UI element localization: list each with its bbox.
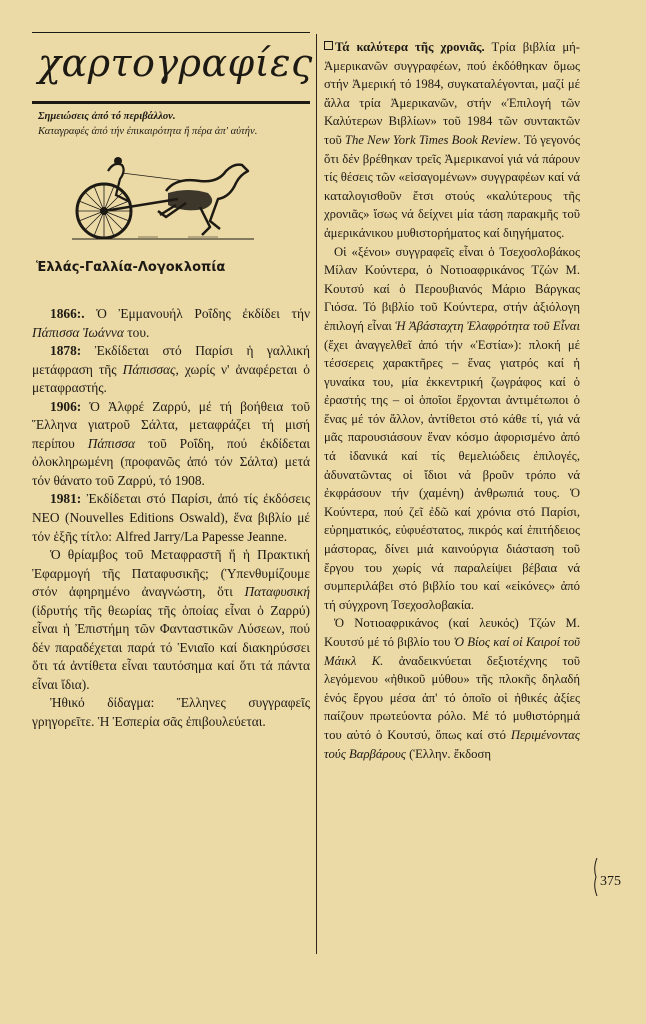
left-article — [32, 305, 310, 732]
right-column — [324, 38, 580, 763]
page-number-bracket — [593, 858, 598, 896]
masthead — [32, 32, 313, 104]
chronology-entry: 1878: Ἐκδίδεται στό Παρίσι ἡ γαλλική μετάφραση τῆς Πάπισσας, χωρίς ν' ἀναφέρεται ὁ μεταφραστής. — [32, 343, 310, 396]
column-divider — [316, 34, 317, 954]
best-of-year-paragraph: Τά καλύτερα τῆς χρονιᾶς. Τρία βιβλία μή-Ἀμερικανῶν συγγραφέων, πού ἐκδόθηκαν ὅμως στήν Ἀμερική τό 1984, συγκαταλέγονται, μαζί μέ ἄλλα τρία Ἀμερικανῶν, στήν «Ἐπιλογή τῶν Καλύτερων Βιβλίων» τοῦ 1984 τῶν συντακτῶν τοῦ The New York Times Book Review. Τό γεγονός ὅτι δέν βρέθηκαν τρεῖς Ἀμερικανοί γιά νά πάρουν τίς θέσεις τῶν «εἰσαγομένων» συγγραφέων καί νά καταλογισθοῦν ἔτσι στούς «καλύτερους τῆς χρονιᾶς» ἴσως νά δείχνει μία τάση παρακμῆς τοῦ ἀμερικάνικου μυθιστορήματος καί διηγήματος. — [324, 40, 580, 240]
triumph-paragraph: Ὁ θρίαμβος τοῦ Μεταφραστῆ ἤ ἡ Πρακτική Ἐφαρμογή τῆς Παταφυσικῆς; (Ὑπενθυμίζουμε στόν ἀφηρημένο ἀναγνώστη, ὅτι Παταφυσική (ἰδρυτής τῆς θεωρίας τῆς ὁποίας εἶναι ὁ Ζαρρύ) εἶναι ἡ Ἐπιστήμη τῶν Φανταστικῶν Λύσεων, πού δέν παραδέχεται παρά τό Ἑνιαῖο καί διακηρύσσει ὅτι τά ἀντίθετα εἶναι ταυτόσημα καί ὅτι τά πάντα εἶναι ἴδια). — [32, 547, 310, 692]
chronology-entry: 1906: Ὁ Ἀλφρέ Ζαρρύ, μέ τή βοήθεια τοῦ Ἕλληνα γιατροῦ Σάλτα, μεταφράζει τή μισή περίπου Πάπισσα τοῦ Ροΐδη, πού ἐκδίδεται ὁλοκληρωμένη (προφανῶς ἀπό τόν Σάλτα) μετά τόν θάνατο τοῦ Ζαρρύ, τό 1908. — [32, 398, 310, 488]
moral-paragraph: Ἠθικό δίδαγμα: Ἕλληνες συγγραφεῖς γρηγορεῖτε. Ἡ Ἑσπερία σᾶς ἐπιβουλεύεται. — [32, 695, 310, 730]
coetzee-paragraph: Ὁ Νοτιοαφρικάνος (καί λευκός) Τζών Μ. Κουτσύ μέ τό βιβλίο του Ὁ Βίος καί οἱ Καιροί τοῦ Μάικλ Κ. ἀναδεικνύεται δεξιοτέχνης τοῦ λεγόμενου «ἠθικοῦ μύθου» τῆς πλοκῆς δηλαδή ἑνός ἔργου μέσα ἀπ' τό ὁποῖο οἱ ἠθικές ἀξίες παίζουν πρωτεύοντα ρόλο. Μέ τό μυθιστόρημά του αὐτό ὁ Κουτσύ, ὅπως καί στό Περιμένοντας τούς Βαρβάρους (Ἑλλην. ἔκδοση — [324, 616, 580, 761]
page-number: 375 — [600, 874, 621, 889]
right-article — [324, 38, 580, 763]
square-bullet-icon — [324, 41, 333, 50]
chronology-entry: 1981: Ἐκδίδεται στό Παρίσι, ἀπό τίς ἐκδόσεις ΝΕΟ (Nouvelles Editions Oswald), ἕνα βιβλίο μέ τόν ἑξῆς τίτλο: Alfred Jarry/La Papesse Jeanne. — [32, 491, 310, 544]
kundera-paragraph: Οἱ «ξένοι» συγγραφεῖς εἶναι ὁ Τσεχοσλοβάκος Μίλαν Κούντερα, ὁ Νοτιοαφρικάνος Τζών Μ. Κουτσύ καί ὁ Περουβιανός Μάριο Βάργκας Γιόσα. Τό βιβλίο τοῦ Κούντερα, στήν ἀξιόλογη ἐπιλογή εἶναι Ἡ Ἀβάσταχτη Ἐλαφρότητα τοῦ Εἶναι (ἔχει ἀναγγελθεῖ ἀπό τήν «Ἑστία»): πλοκή μέ τέσσερεις χαρακτῆρες – ἕνας γιατρός καί ἡ γυναίκα του, μία ἐκκεντρική ζωγράφος καί ὁ ἐραστής της – οἱ ὁποῖοι ἔρχονται ἀντιμέτωποι ὁ ἕνας μέ τόν ἄλλον, ἀντίθετοι στό κάθε τί, γιά νά μᾶς παρουσιάσουν ἕναν κόσμο ἀφορισμένο ἀπό τά ἰδανικά καί τίς θεμελιώδεις ἐπιλογές, ἀδυνατῶντας οἱ ἴδιοι νά βροῦν τρόπο νά ἐκφράσουν τήν (χαμένη) ἀνθρωπιά τους. Ὁ Κούντερα, πού ζεῖ ἐδῶ καί χρόνια στό Παρίσι, εὐρηματικός, εὐφυέστατος, πικρός καί ἐπιτήδειος μάστορας, δίνει μιά καινούργια διάσταση τοῦ ἔργου του χωρίς νά παραλείψει βέβαια νά συμπεριλάβει στό βιβλίο του καί «εἰκόνες» ἀπό τή σύγχρονη Τσεχοσλοβακία. — [324, 244, 580, 612]
masthead-subtitle-2: Καταγραφές ἀπό τήν ἐπικαιρότητα ἤ πέρα ἀπ' αὐτήν. — [38, 126, 258, 137]
section-title: Ἑλλάς-Γαλλία-Λογοκλοπία — [36, 260, 226, 275]
chronology-entry: 1866:. Ὁ Ἐμμανουήλ Ροΐδης ἐκδίδει τήν Πάπισσα Ἰωάννα του. — [32, 306, 310, 340]
masthead-subtitle-1: Σημειώσεις ἀπό τό περιβάλλον. — [38, 111, 176, 122]
masthead-title: χαρτογραφίες — [38, 41, 313, 85]
left-column — [32, 32, 313, 732]
sulky-horse-illustration — [68, 151, 258, 241]
